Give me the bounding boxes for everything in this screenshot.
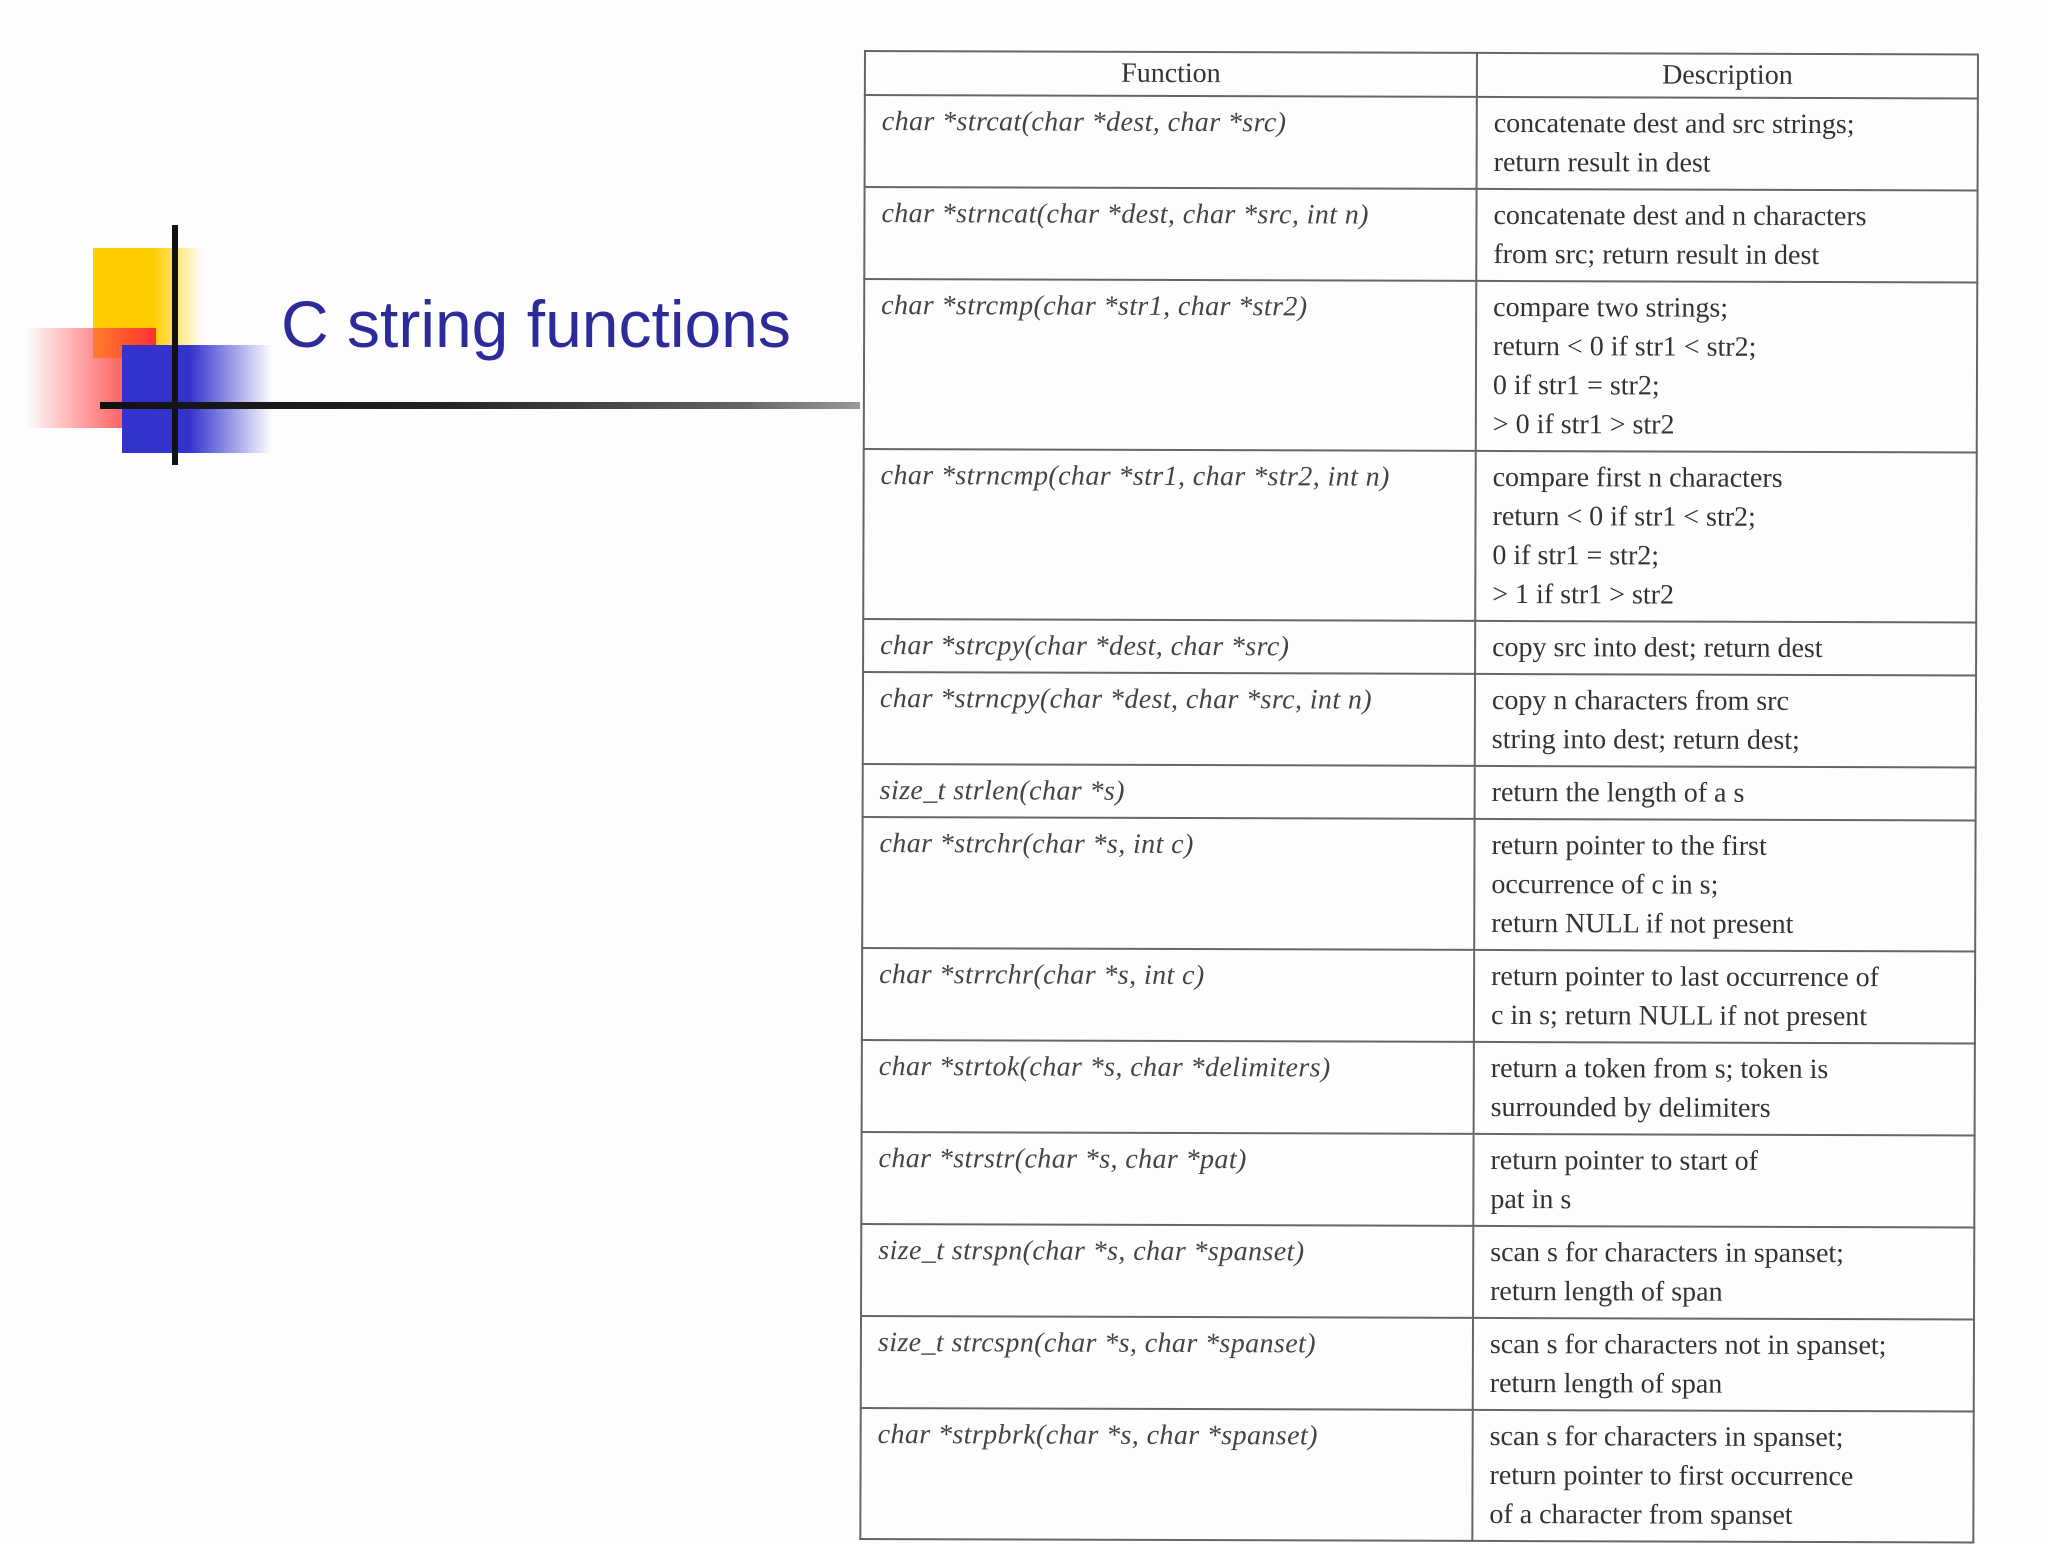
blue-square-ornament [122,345,272,453]
description-line: return length of span [1490,1275,1723,1308]
function-signature: char *strrchr(char *s, int c) [862,948,1474,1042]
function-description [1473,1318,1974,1412]
function-signature: char *strcat(char *dest, char *src) [865,95,1477,189]
string-functions-table [859,50,1979,1543]
description-line: scan s for characters in spanset; [1490,1236,1845,1270]
description-line: occurrence of c in s; [1491,868,1719,901]
table-row [862,1040,1975,1135]
function-description [1476,189,1977,283]
vertical-rule [172,225,178,465]
function-description [1476,281,1978,453]
slide-title: C string functions [281,287,791,361]
column-header-function: Function [865,51,1477,97]
function-signature: size_t strcspn(char *s, char *spanset) [861,1316,1473,1410]
description-line: 0 if str1 = str2; [1492,539,1660,572]
description-line: return the length of a s [1491,776,1745,809]
description-line: copy n characters from src [1491,684,1789,717]
table-header-row [865,51,1978,98]
table-row [862,817,1975,951]
function-description [1474,819,1975,952]
description-line: return pointer to start of [1490,1144,1759,1177]
function-signature: char *strchr(char *s, int c) [862,817,1474,950]
table-row [862,948,1975,1043]
description-line: compare first n characters [1492,461,1783,494]
table-body [860,95,1978,1542]
function-signature: char *strcmp(char *str1, char *str2) [864,279,1477,451]
description-line: return pointer to first occurrence [1489,1459,1854,1493]
column-header-description: Description [1477,53,1978,99]
table-row [861,1132,1974,1227]
function-description [1475,621,1976,676]
table-row [863,449,1977,622]
description-line: surrounded by delimiters [1490,1091,1771,1124]
description-line: return NULL if not present [1491,907,1794,940]
function-description [1473,1134,1974,1228]
function-description [1472,1410,1973,1543]
function-signature: char *strstr(char *s, char *pat) [861,1132,1473,1226]
description-line: c in s; return NULL if not present [1490,999,1868,1033]
description-line: return < 0 if str1 < str2; [1492,500,1756,533]
description-line: scan s for characters in spanset; [1489,1420,1844,1454]
function-description [1477,97,1978,191]
function-signature: char *strncpy(char *dest, char *src, int n) [863,672,1475,766]
function-signature: char *strncmp(char *str1, char *str2, int n) [863,449,1476,621]
function-signature: char *strtok(char *s, char *delimiters) [862,1040,1474,1134]
function-description [1475,766,1976,821]
function-signature: size_t strlen(char *s) [863,764,1475,819]
description-line: concatenate dest and src strings; [1493,107,1855,141]
table-row [864,279,1978,452]
function-description [1474,1042,1975,1136]
description-line: compare two strings; [1493,291,1729,324]
table-row [864,187,1977,282]
description-line: return pointer to the first [1491,829,1767,862]
description-line: pat in s [1490,1183,1572,1216]
table-row [863,764,1976,820]
description-line: return a token from s; token is [1490,1052,1829,1086]
table-row [860,1408,1973,1542]
function-description [1475,451,1977,623]
slide-decoration [0,0,860,480]
description-line: from src; return result in dest [1493,238,1820,272]
description-line: return < 0 if str1 < str2; [1493,330,1757,363]
description-line: return pointer to last occurrence of [1491,960,1880,994]
function-description [1475,674,1976,768]
description-line: scan s for characters not in spanset; [1489,1328,1887,1362]
table-row [865,95,1978,190]
function-signature: char *strcpy(char *dest, char *src) [863,619,1475,674]
description-line: of a character from spanset [1489,1498,1793,1531]
function-signature: size_t strspn(char *s, char *spanset) [861,1224,1473,1318]
table-row [863,672,1976,767]
table-row [861,1316,1974,1411]
table-row [863,619,1976,675]
title-underline [100,402,860,409]
description-line: 0 if str1 = str2; [1492,369,1660,402]
table-row [861,1224,1974,1319]
function-description [1473,1226,1974,1320]
description-line: > 0 if str1 > str2 [1492,408,1675,441]
function-description [1474,950,1975,1044]
description-line: > 1 if str1 > str2 [1492,578,1675,611]
description-line: copy src into dest; return dest [1492,631,1823,665]
function-signature: char *strncat(char *dest, char *src, int n) [864,187,1476,281]
description-line: concatenate dest and n characters [1493,199,1867,233]
description-line: string into dest; return dest; [1491,723,1800,756]
description-line: return result in dest [1493,146,1711,179]
function-signature: char *strpbrk(char *s, char *spanset) [860,1408,1472,1541]
description-line: return length of span [1489,1367,1723,1400]
